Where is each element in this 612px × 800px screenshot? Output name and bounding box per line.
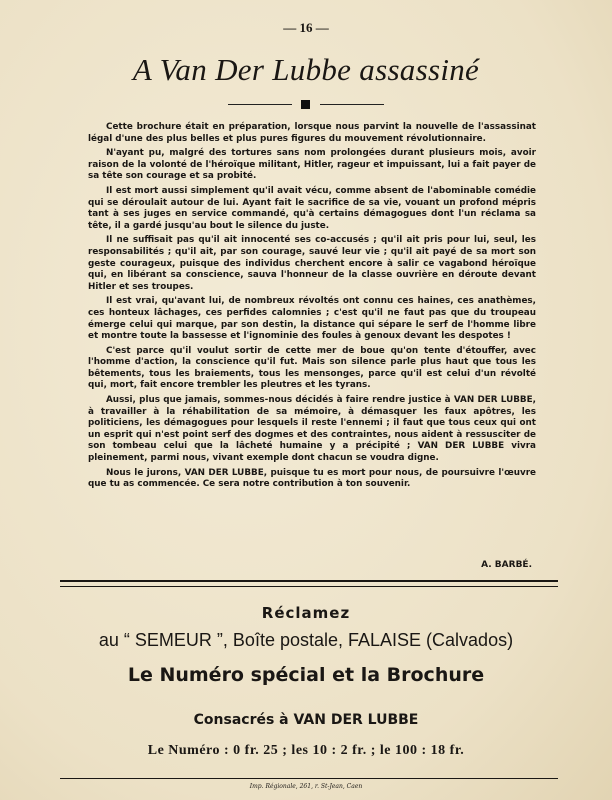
paragraph: C'est parce qu'il voulut sortir de cette mer de boue qu'on tente d'étouffer, avec l'homme d'action, la conscience qu'il fut. Mais son silence parle plus haut que tous les bêtements, tous les braiements, tous les mensonges, parce qu'il est celui d'un révolté qui, mort, fait encore trembler les pleutres et les tyrans. [88, 345, 536, 391]
divider [60, 580, 558, 587]
paragraph: Il est mort aussi simplement qu'il avait vécu, comme absent de l'abominable comédie qui se déroulait autour de lui. Ayant fait le sacrifice de sa vie, vouant un profond mépris tant à ses juges en service commandé, qu'à certains démagogues dont l'un réclama sa tête, il a gardé jusqu'au bout le silence du juste. [88, 185, 536, 231]
paragraph: Nous le jurons, VAN DER LUBBE, puisque tu es mort pour nous, de poursuivre l'œuvre que tu as commencée. Ce sera notre contribution à ton souvenir. [88, 467, 536, 490]
title-ornament [228, 100, 384, 110]
paragraph: Cette brochure était en préparation, lorsque nous parvint la nouvelle de l'assassinat légal d'une des plus belles et plus pures figures du mouvement révolutionnaire. [88, 122, 536, 144]
bottom-divider [60, 778, 558, 779]
paragraph: Il ne suffisait pas qu'il ait innocenté ses co-accusés ; qu'il ait pris pour lui, seul, les responsabilités ; qu'il ait, par son courage, sauvé leur vie ; qu'il ait payé de sa mort son geste courageux, puisque des individus cherchent encore à salir ce vagabond héroïque qui, en libérant sa conscience, sauva l'honneur de la classe ouvrière en déroute devant Hitler et ses troupes. [88, 235, 536, 292]
ad-reclamez: Réclamez [261, 604, 351, 622]
ad-special-issue: Le Numéro spécial et la Brochure [127, 664, 485, 686]
page-number: — 16 — [283, 20, 329, 35]
ad-dedication: Consacrés à VAN DER LUBBE [193, 712, 419, 728]
author-signature: A. BARBÉ. [481, 560, 532, 570]
ad-prices: Le Numéro : 0 fr. 25 ; les 10 : 2 fr. ; le 100 : 18 fr. [147, 743, 465, 758]
paragraph: N'ayant pu, malgré des tortures sans nom prolongées durant plusieurs mois, avoir raison de la volonté de l'héroïque militant, Hitler, rageur et impuissant, lui a fait payer de sa tête son courage et sa probité. [88, 148, 536, 182]
ornament-square-icon [301, 100, 310, 109]
printer-imprint: Imp. Régionale, 261, r. St-Jean, Caen [249, 783, 363, 790]
article-title: A Van Der Lubbe assassiné [132, 52, 480, 87]
paragraph: Aussi, plus que jamais, sommes-nous décidés à faire rendre justice à VAN DER LUBBE, à travailler à la réhabilitation de sa mémoire, à démasquer les faux apôtres, les politiciens, les démagogues pour lesquels il reste l'ennemi ; il faut que tous ceux qui ont un esprit qui n'est point serf des dogmes et des contraintes, nous aident à ressusciter de son tombeau celui que la lâcheté humaine y a précipité ; VAN DER LUBBE vivra pleinement, parmi nous, vivant exemple dont chacun se voudra digne. [88, 395, 536, 464]
ornament-line-right [320, 104, 384, 105]
ornament-line-left [228, 104, 292, 105]
paragraph: Il est vrai, qu'avant lui, de nombreux révoltés ont connu ces haines, ces anathèmes, ces honteux lâchages, ces perfides calomnies ; c'est qu'il ne faut pas que du troupeau émerge celui qui marque, par son destin, la distance qui sépare le serf de l'homme libre et montre toute la bassesse et l'ignominie des foules à genoux devant les despotes ! [88, 296, 536, 342]
ad-address: au “ SEMEUR ”, Boîte postale, FALAISE (Calvados) [98, 630, 514, 650]
article-body [88, 122, 536, 494]
